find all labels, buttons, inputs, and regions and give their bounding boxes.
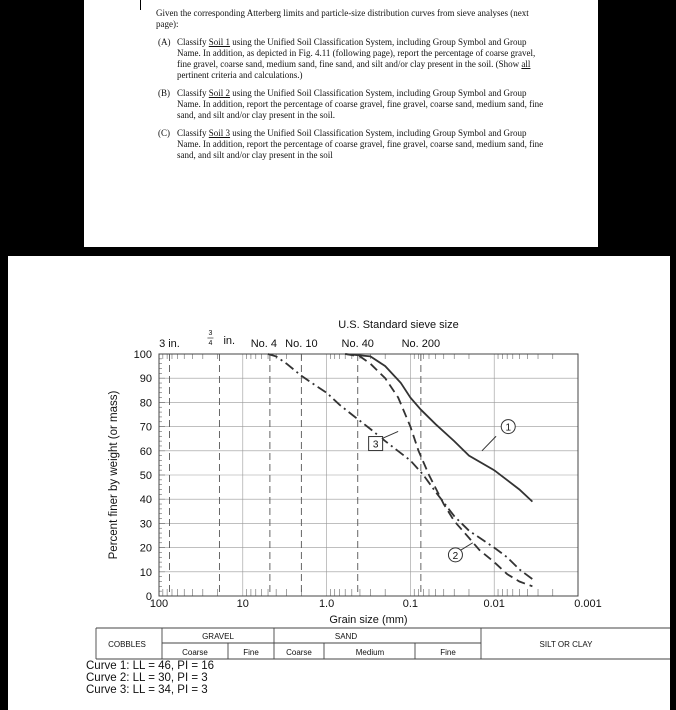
class-sand: SAND — [334, 632, 358, 641]
grain-size-chart — [8, 256, 670, 710]
part-b: (B) Classify Soil 2 using the Unified Soil Classification System, including Group Symbol and Group Name. In addition, report the percentage of coarse gravel, fine gravel, coarse sand, medium sand, fine sand, and silt and/or clay present in the soil. — [158, 88, 544, 120]
class-cobbles: COBBLES — [108, 640, 146, 649]
part-a: (A) Classify Soil 1 using the Unified Soil Classification System, including Group Symbol and Group Name. In addition, as depicted in Fig. 4.11 (following page), report the percentage of coarse gravel, fine gravel, coarse sand, medium sand, fine sand, and silt and/or clay present in the soil. (Show all pertinent criteria and calculations.) — [158, 37, 536, 80]
curve-2-marker — [448, 543, 472, 562]
class-sand-coarse: Coarse — [286, 648, 312, 657]
part-c: (C) Classify Soil 3 using the Unified Soil Classification System, including Group Symbol and Group Name. In addition, report the percentage of coarse gravel, fine gravel, coarse sand, medium sand, fine sand, and silt and/or clay present in the soil — [158, 128, 544, 160]
sieve-label: No. 40 — [341, 338, 374, 350]
curve-3-label: 3 — [372, 439, 379, 451]
x-tick-label: 0.001 — [574, 598, 602, 610]
problem-text — [156, 8, 548, 161]
y-tick-label: 70 — [139, 421, 152, 434]
y-tick-label: 100 — [133, 349, 152, 361]
class-gravel: GRAVEL — [202, 632, 234, 641]
y-tick-label: 20 — [139, 542, 152, 555]
y-tick-label: 80 — [139, 397, 152, 410]
x-tick-label: 0.1 — [402, 598, 419, 610]
sieve-frac-den: 4 — [208, 340, 213, 347]
problem-intro: Given the corresponding Atterberg limits and particle-size distribution curves from sieve analyses (next page): — [156, 8, 529, 29]
limit-curve-1: Curve 1: LL = 46, PI = 16 — [86, 660, 215, 672]
sieve-label: in. — [223, 335, 236, 347]
limit-curve-3: Curve 3: LL = 34, PI = 3 — [86, 684, 208, 696]
y-tick-label: 30 — [139, 518, 152, 531]
series-line-2 — [345, 354, 532, 586]
series-line-3 — [268, 354, 532, 579]
sieve-label: No. 200 — [401, 338, 441, 350]
figure-page — [8, 256, 670, 710]
x-tick-label: 10 — [236, 598, 249, 610]
class-gravel-coarse: Coarse — [182, 648, 208, 657]
problem-statement-page — [84, 0, 598, 247]
curve-1-label: 1 — [505, 422, 512, 434]
limit-curve-2: Curve 2: LL = 30, PI = 3 — [86, 672, 208, 684]
y-axis-label: Percent finer by weight (or mass) — [108, 390, 120, 560]
curve-1-marker — [482, 420, 515, 451]
y-tick-label: 60 — [139, 445, 152, 458]
curve-2-label: 2 — [452, 550, 459, 562]
x-tick-label: 100 — [149, 598, 169, 610]
sieve-label: No. 10 — [285, 338, 318, 350]
y-tick-label: 40 — [139, 494, 152, 507]
class-gravel-fine: Fine — [243, 648, 259, 657]
sieve-frac-num: 3 — [208, 330, 213, 337]
x-tick-label: 0.01 — [483, 598, 505, 610]
class-sand-fine: Fine — [440, 648, 456, 657]
curve-3-marker — [369, 431, 399, 450]
curve-3-leader — [382, 431, 398, 438]
y-tick-label: 90 — [139, 373, 152, 386]
y-tick-label: 0 — [145, 591, 152, 603]
chart-title: U.S. Standard sieve size — [338, 319, 459, 331]
text-cursor-mark — [140, 0, 141, 10]
class-sand-medium: Medium — [355, 648, 385, 657]
x-axis-label: Grain size (mm) — [329, 614, 408, 626]
x-tick-label: 1.0 — [318, 598, 335, 610]
y-tick-label: 10 — [139, 566, 152, 579]
sieve-label: 3 in. — [159, 338, 180, 350]
atterberg-limits — [86, 660, 214, 696]
curve-2-leader — [461, 543, 473, 550]
class-silt-clay: SILT OR CLAY — [539, 640, 593, 649]
y-tick-label: 50 — [139, 470, 152, 482]
sieve-label: No. 4 — [250, 338, 278, 350]
